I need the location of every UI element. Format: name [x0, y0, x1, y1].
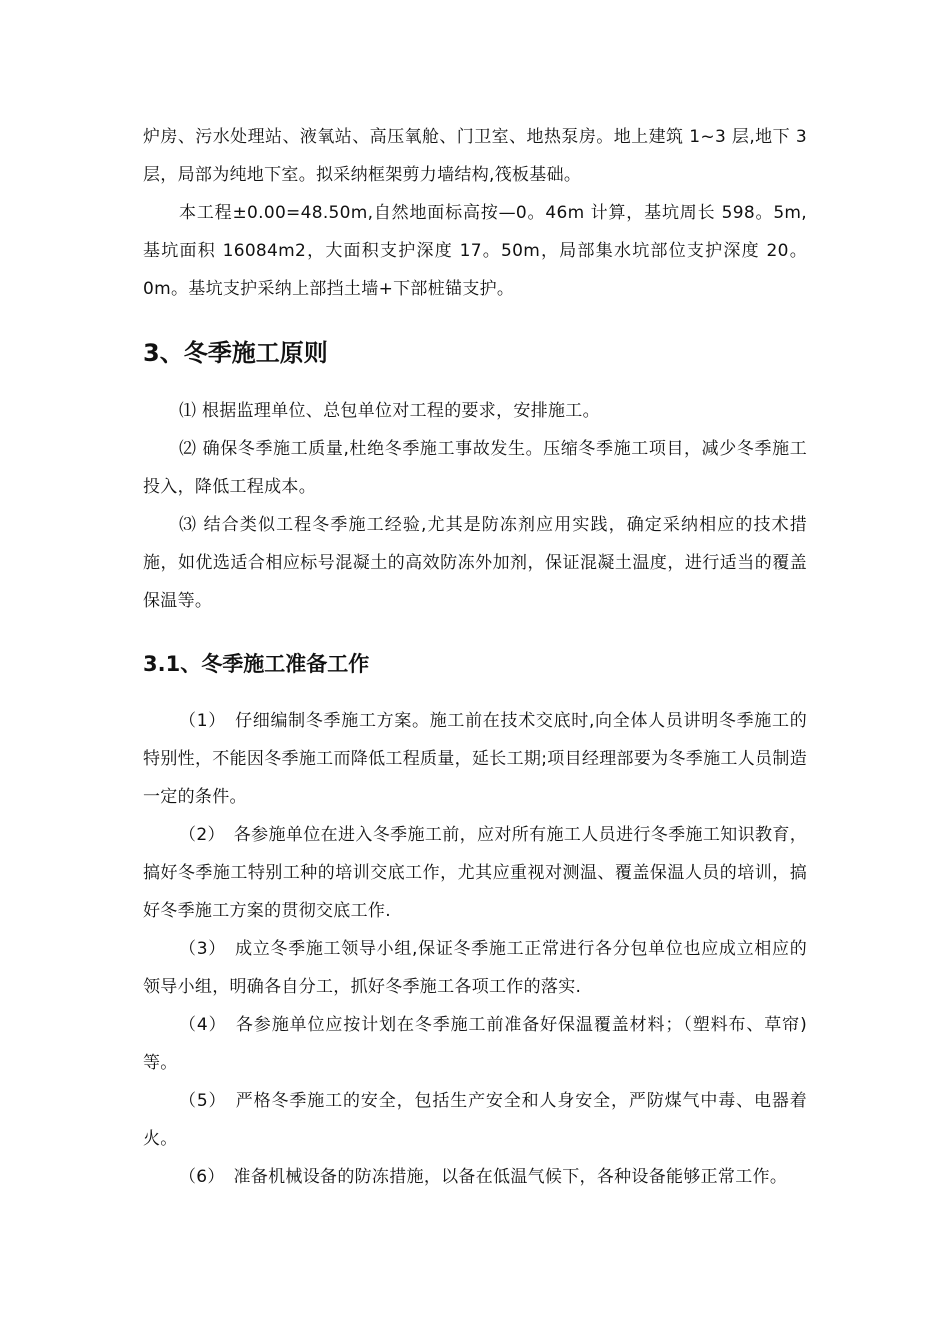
prep-item-3: （3） 成立冬季施工领导小组,保证冬季施工正常进行各分包单位也应成立相应的领导小组，明确各自分工，抓好冬季施工各项工作的落实.: [143, 939, 807, 997]
prep-item-4: （4） 各参施单位应按计划在冬季施工前准备好保温覆盖材料；（塑料布、草帘)等。: [143, 1015, 807, 1073]
prep-item-5: （5） 严格冬季施工的安全，包括生产安全和人身安全，严防煤气中毒、电器着火。: [143, 1091, 807, 1149]
section-3-1-heading: 3.1、冬季施工准备工作: [143, 652, 370, 676]
prep-item-6: （6） 准备机械设备的防冻措施，以备在低温气候下，各种设备能够正常工作。: [179, 1167, 788, 1187]
intro-paragraph-1: 炉房、污水处理站、液氧站、高压氧舱、门卫室、地热泵房。地上建筑 1~3 层,地下 3 层，局部为纯地下室。拟采纳框架剪力墙结构,筏板基础。: [143, 127, 807, 185]
document-page: [143, 118, 807, 1196]
section-3-heading: 3、冬季施工原则: [143, 339, 328, 367]
prep-item-2: （2） 各参施单位在进入冬季施工前，应对所有施工人员进行冬季施工知识教育，搞好冬季施工特别工种的培训交底工作，尤其应重视对测温、覆盖保温人员的培训，搞好冬季施工方案的贯彻交底工作.: [143, 825, 807, 921]
principle-item-1: ⑴ 根据监理单位、总包单位对工程的要求，安排施工。: [179, 401, 600, 421]
principle-item-3: ⑶ 结合类似工程冬季施工经验,尤其是防冻剂应用实践，确定采纳相应的技术措施，如优选适合相应标号混凝土的高效防冻外加剂，保证混凝土温度，进行适当的覆盖保温等。: [143, 515, 807, 611]
principle-item-2: ⑵ 确保冬季施工质量,杜绝冬季施工事故发生。压缩冬季施工项目，减少冬季施工投入，降低工程成本。: [143, 439, 807, 497]
prep-item-1: （1） 仔细编制冬季施工方案。施工前在技术交底时,向全体人员讲明冬季施工的特别性，不能因冬季施工而降低工程质量，延长工期;项目经理部要为冬季施工人员制造一定的条件。: [143, 711, 807, 807]
intro-paragraph-2: 本工程±0.00=48.50m,自然地面标高按—0。46m 计算，基坑周长 598。5m,基坑面积 16084m2，大面积支护深度 17。50m，局部集水坑部位支护深度 20。0m。基坑支护采纳上部挡土墙+下部桩锚支护。: [143, 203, 807, 299]
